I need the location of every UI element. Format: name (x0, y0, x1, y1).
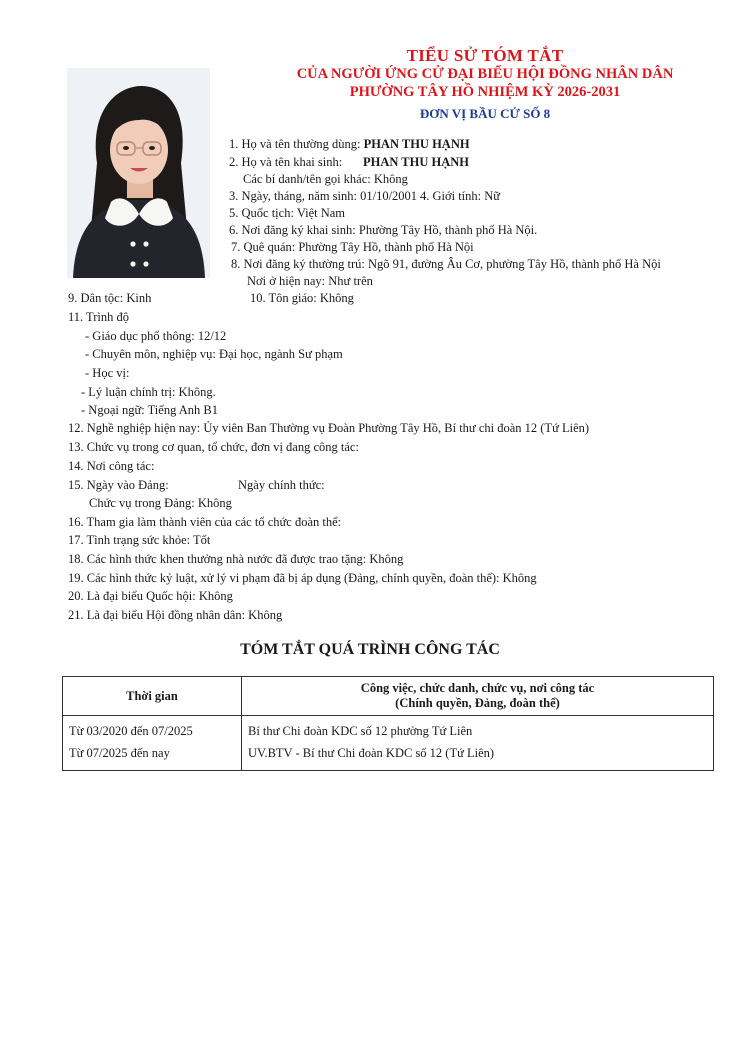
field-gender: 4. Giới tính: Nữ (420, 189, 501, 203)
field-academic-degree: - Học vị: (85, 366, 130, 380)
field-permanent-residence: 8. Nơi đăng ký thường trú: Ngõ 91, đường Âu Cơ, phường Tây Hồ, thành phố Hà Nội (231, 257, 661, 271)
column-header-time: Thời gian (63, 677, 242, 716)
field-general-education: - Giáo dục phổ thông: 12/12 (85, 329, 227, 343)
field-workplace: 14. Nơi công tác: (68, 459, 155, 473)
job-entry: Bí thư Chi đoàn KDC số 12 phường Tứ Liên (248, 724, 473, 738)
table-row (63, 716, 714, 771)
electoral-unit: ĐƠN VỊ BẦU CỬ SỐ 8 (419, 106, 551, 121)
field-position: 13. Chức vụ trong cơ quan, tổ chức, đơn vị đang công tác: (68, 440, 359, 454)
job-entry: UV.BTV - Bí thư Chi đoàn KDC số 12 (Tứ Liên) (248, 746, 495, 760)
job-cell (242, 716, 714, 771)
field-ethnicity: 9. Dân tộc: Kinh (68, 291, 152, 305)
field-national-assembly: 20. Là đại biểu Quốc hội: Không (68, 589, 233, 603)
field-organizations: 16. Tham gia làm thành viên của các tổ chức đoàn thể: (68, 515, 342, 529)
field-aliases: Các bí danh/tên gọi khác: Không (243, 172, 408, 186)
field-value: PHAN THU HẠNH (363, 137, 470, 151)
field-political-theory: - Lý luận chính trị: Không. (81, 385, 216, 399)
work-history-table (62, 676, 714, 771)
field-education-heading: 11. Trình độ (68, 310, 130, 324)
column-header-job-line1: Công việc, chức danh, chức vụ, nơi công tác (360, 681, 595, 695)
work-history-title: TÓM TẮT QUÁ TRÌNH CÔNG TÁC (240, 641, 500, 658)
field-peoples-council: 21. Là đại biểu Hội đồng nhân dân: Không (68, 608, 283, 622)
field-hometown: 7. Quê quán: Phường Tây Hồ, thành phố Hà Nội (231, 240, 474, 254)
field-party-official-date: Ngày chính thức: (238, 478, 325, 492)
doc-title: TIỂU SỬ TÓM TẮT (406, 46, 564, 65)
field-foreign-language: - Ngoại ngữ: Tiếng Anh B1 (81, 403, 218, 417)
field-health: 17. Tình trạng sức khỏe: Tốt (68, 533, 211, 547)
field-birth-name-value: PHAN THU HẠNH (363, 155, 470, 169)
table-header-row (63, 677, 714, 716)
field-religion: 10. Tôn giáo: Không (250, 291, 354, 305)
column-header-job (242, 677, 714, 716)
column-header-job-line2: (Chính quyền, Đảng, đoàn thể) (395, 696, 560, 710)
field-date-of-birth: 3. Ngày, tháng, năm sinh: 01/10/2001 (229, 189, 418, 203)
field-birth-registration: 6. Nơi đăng ký khai sinh: Phường Tây Hồ, thành phố Hà Nội. (229, 223, 538, 237)
field-awards: 18. Các hình thức khen thưởng nhà nước đã được trao tặng: Không (68, 552, 404, 566)
time-entry: Từ 03/2020 đến 07/2025 (69, 724, 193, 738)
time-entry: Từ 07/2025 đến nay (69, 746, 170, 760)
field-party-join-date: 15. Ngày vào Đảng: (68, 478, 169, 492)
field-birth-name-label: 2. Họ và tên khai sinh: (229, 155, 343, 169)
field-discipline: 19. Các hình thức kỷ luật, xử lý vi phạm đã bị áp dụng (Đảng, chính quyền, đoàn thể): Không (68, 571, 537, 585)
time-cell (63, 716, 242, 771)
portrait-photo (67, 68, 210, 278)
doc-subtitle-line1: CỦA NGƯỜI ỨNG CỬ ĐẠI BIỂU HỘI ĐỒNG NHÂN DÂN (296, 66, 674, 82)
field-specialization: - Chuyên môn, nghiệp vụ: Đại học, ngành Sư phạm (85, 347, 343, 361)
field-common-name (229, 137, 470, 152)
doc-subtitle-line2: PHƯỜNG TÂY HỒ NHIỆM KỲ 2026-2031 (349, 84, 621, 100)
field-label: 1. Họ và tên thường dùng: (229, 137, 364, 151)
field-nationality: 5. Quốc tịch: Việt Nam (229, 206, 346, 220)
field-party-position: Chức vụ trong Đảng: Không (89, 496, 232, 510)
field-current-residence: Nơi ở hiện nay: Như trên (247, 274, 373, 288)
field-occupation: 12. Nghề nghiệp hiện nay: Ủy viên Ban Thường vụ Đoàn Phường Tây Hồ, Bí thư chi đoàn 12 (Tứ Liên) (68, 421, 590, 435)
